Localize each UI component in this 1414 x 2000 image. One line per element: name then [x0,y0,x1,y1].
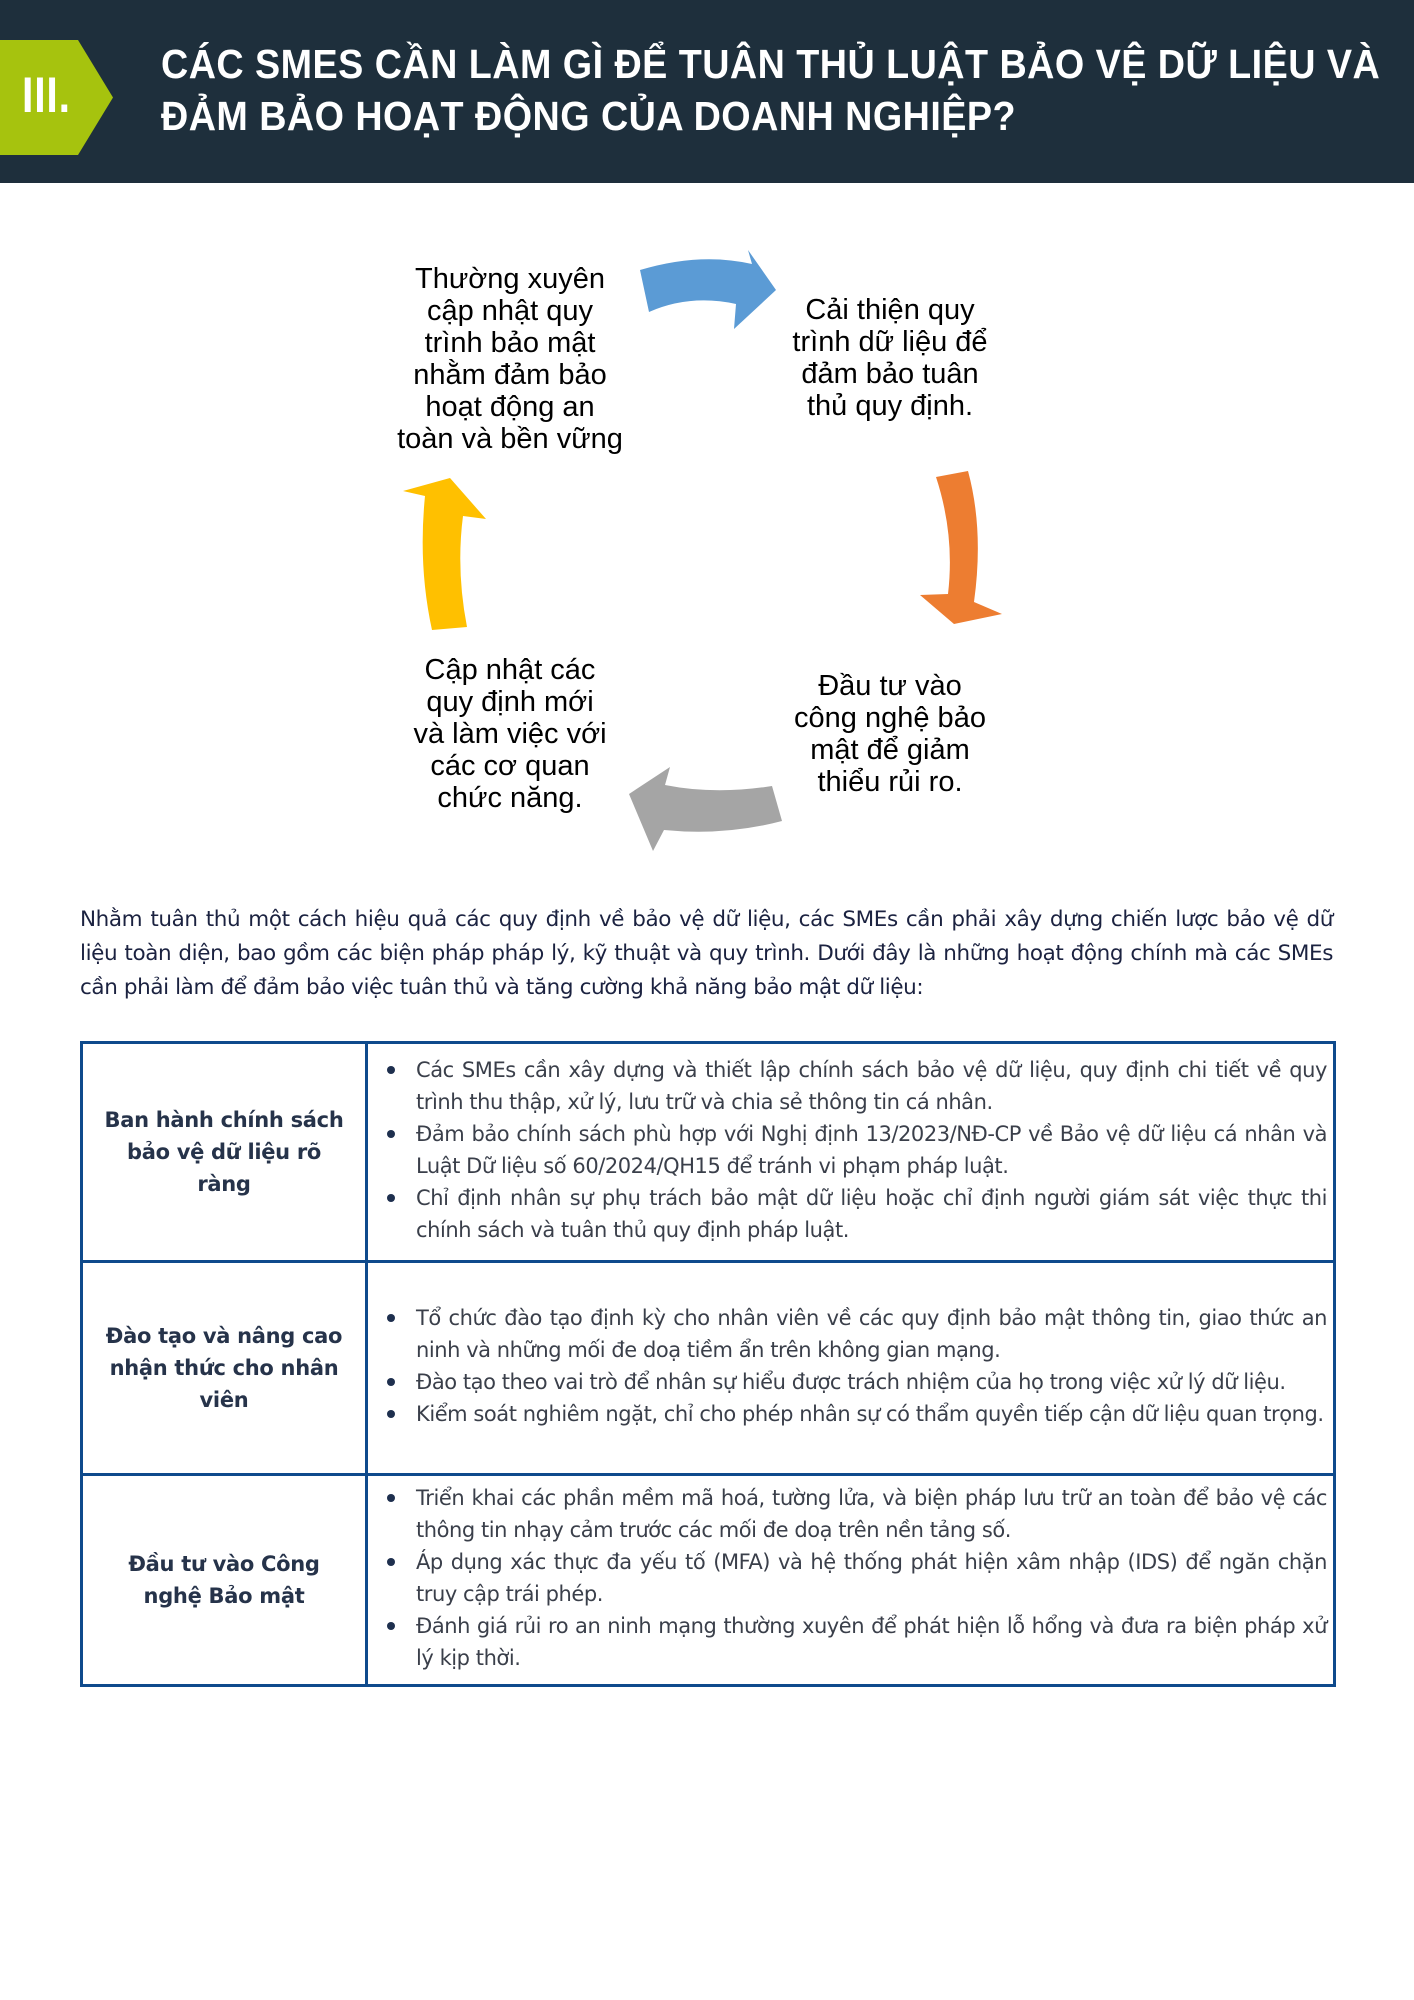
table-row [82,1262,1335,1475]
action-item [416,1482,1327,1546]
table-row [82,1043,1335,1262]
action-text: Các SMEs cần xây dựng và thiết lập chính sách bảo vệ dữ liệu, quy định chi tiết về quy trình thu thập, xử lý, lưu trữ và chia sẻ thông tin cá nhân. [416,1058,1327,1114]
bullet-icon [387,1066,395,1074]
action-text: Đào tạo theo vai trò để nhân sự hiểu được trách nhiệm của họ trong việc xử lý dữ liệu. [416,1370,1286,1394]
bullet-icon [387,1314,395,1322]
bullet-icon [387,1194,395,1202]
arrow-up-icon [403,478,486,630]
arrow-left-icon [629,767,782,851]
process-cycle-diagram [0,190,1414,890]
cycle-step-improve-data-process: Cải thiện quy trình dữ liệu để đảm bảo tuân thủ quy định. [792,294,988,422]
cycle-step-invest-security-tech: Đầu tư vào công nghệ bảo mật để giảm thiểu rủi ro. [794,670,986,798]
bullet-icon [387,1130,395,1138]
action-text: Chỉ định nhân sự phụ trách bảo mật dữ liệu hoặc chỉ định người giám sát việc thực thi chính sách và tuân thủ quy định pháp luật. [416,1186,1327,1242]
action-item [416,1610,1327,1674]
actions-cell [367,1043,1335,1262]
action-list [382,1482,1327,1674]
action-item [416,1546,1327,1610]
section-number-badge [0,40,113,155]
page-title-line: CÁC SMES CẦN LÀM GÌ ĐỂ TUÂN THỦ LUẬT BẢO VỆ DỮ LIỆU VÀ [161,41,1381,87]
actions-cell [367,1475,1335,1686]
category-cell: Đào tạo và nâng cao nhận thức cho nhân viên [82,1262,367,1475]
page-title [161,38,1381,142]
action-list [382,1054,1327,1246]
action-text: Áp dụng xác thực đa yếu tố (MFA) và hệ thống phát hiện xâm nhập (IDS) để ngăn chặn truy cập trái phép. [416,1550,1327,1606]
section-number: III. [22,67,71,123]
action-item [416,1182,1327,1246]
bullet-icon [387,1558,395,1566]
action-text: Đảm bảo chính sách phù hợp với Nghị định 13/2023/NĐ-CP về Bảo vệ dữ liệu cá nhân và Luật Dữ liệu số 60/2024/QH15 để tránh vi phạm pháp luật. [416,1122,1327,1178]
action-text: Triển khai các phần mềm mã hoá, tường lửa, và biện pháp lưu trữ an toàn để bảo vệ các thông tin nhạy cảm trước các mối đe doạ trên nền tảng số. [416,1486,1327,1542]
page-title-line: ĐẢM BẢO HOẠT ĐỘNG CỦA DOANH NGHIỆP? [161,93,1017,139]
action-item [416,1302,1327,1366]
action-item [416,1366,1327,1398]
bullet-icon [387,1410,395,1418]
bullet-icon [387,1622,395,1630]
cycle-step-update-security-process: Thường xuyên cập nhật quy trình bảo mật nhằm đảm bảo hoạt động an toàn và bền vững [397,263,623,455]
section-header [0,0,1414,183]
action-item [416,1054,1327,1118]
bullet-icon [387,1494,395,1502]
arrow-down-icon [920,471,1002,624]
arrow-right-icon [640,250,776,329]
bullet-icon [387,1378,395,1386]
actions-cell [367,1262,1335,1475]
cycle-step-update-regulations: Cập nhật các quy định mới và làm việc với các cơ quan chức năng. [413,654,607,814]
action-list [382,1302,1327,1430]
action-item [416,1118,1327,1182]
table-row [82,1475,1335,1686]
action-text: Kiểm soát nghiêm ngặt, chỉ cho phép nhân sự có thẩm quyền tiếp cận dữ liệu quan trọng. [416,1402,1324,1426]
action-text: Tổ chức đào tạo định kỳ cho nhân viên về các quy định bảo mật thông tin, giao thức an ninh và những mối đe doạ tiềm ẩn trên không gian mạng. [416,1306,1327,1362]
intro-paragraph: Nhằm tuân thủ một cách hiệu quả các quy định về bảo vệ dữ liệu, các SMEs cần phải xây dựng chiến lược bảo vệ dữ liệu toàn diện, bao gồm các biện pháp pháp lý, kỹ thuật và quy trình. Dưới đây là những hoạt động chính mà các SMEs cần phải làm để đảm bảo việc tuân thủ và tăng cường khả năng bảo mật dữ liệu: [80,907,1333,1000]
action-item [416,1398,1327,1430]
category-cell: Đầu tư vào Công nghệ Bảo mật [82,1475,367,1686]
category-cell: Ban hành chính sách bảo vệ dữ liệu rõ ràng [82,1043,367,1262]
actions-table [80,1041,1336,1687]
cycle-arrows [0,190,1414,890]
action-text: Đánh giá rủi ro an ninh mạng thường xuyên để phát hiện lỗ hổng và đưa ra biện pháp xử lý kịp thời. [416,1614,1327,1670]
